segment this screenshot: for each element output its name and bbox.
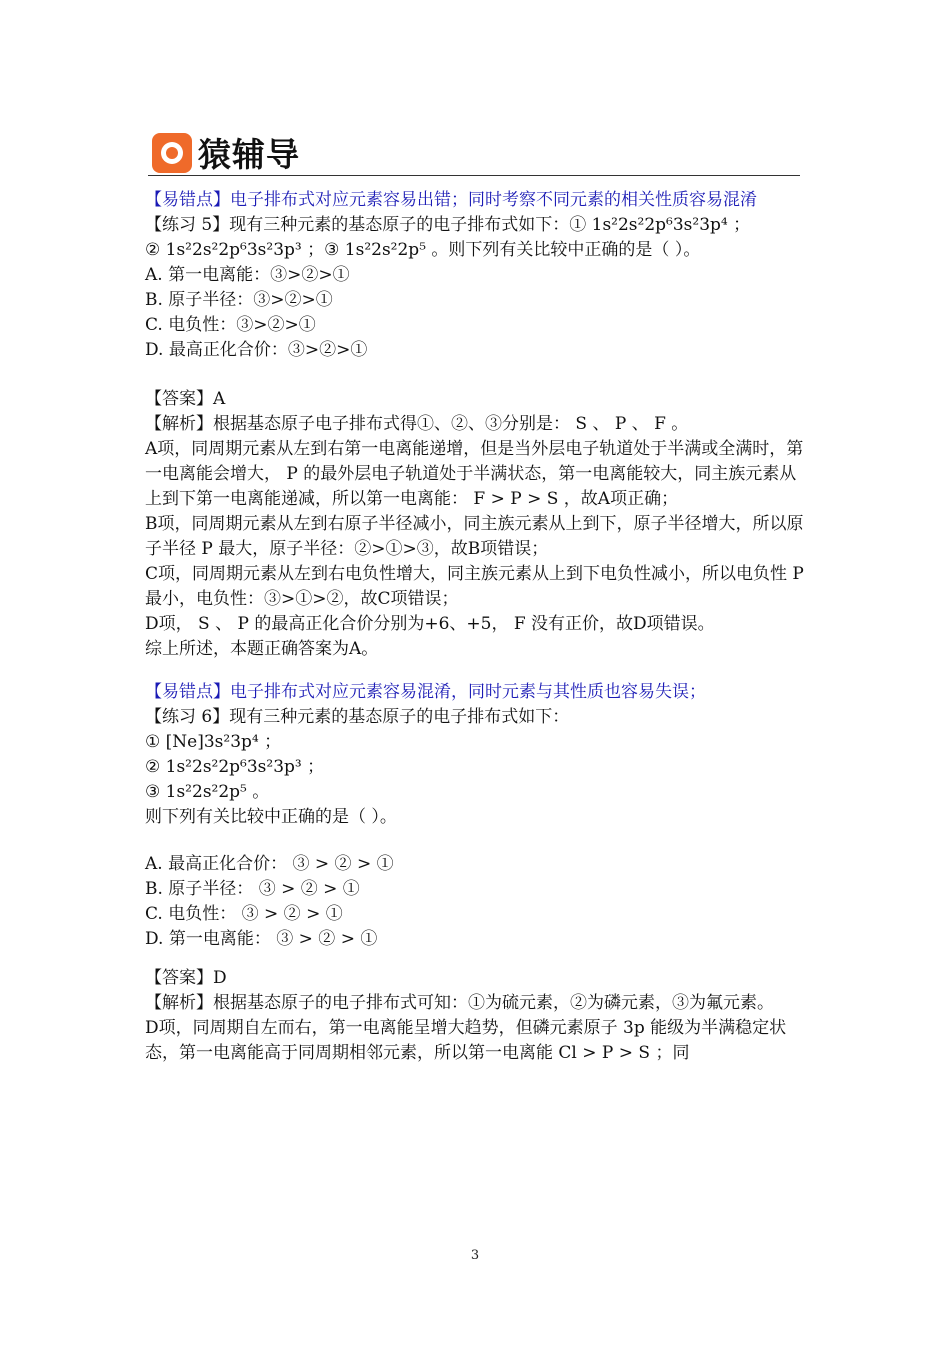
question-5-analysis-c: C项，同周期元素从左到右电负性增大，同主族元素从上到下电负性减小，所以电负性 P 最小，电负性：③>①>②，故C项错误；: [145, 564, 804, 609]
question-6-option-c: C. 电负性： ③ > ② > ①: [145, 904, 343, 924]
question-6-option-a: A. 最高正化合价： ③ > ② > ①: [145, 854, 394, 874]
question-5-analysis-b: B项，同周期元素从左到右原子半径减小，同主族元素从上到下，原子半径增大，所以原子半径 P 最大，原子半径：②>①>③，故B项错误；: [145, 514, 804, 559]
question-5-option-b: B. 原子半径：③>②>①: [145, 290, 333, 310]
question-5-analysis-d: D项， S 、 P 的最高正化合价分别为+6、+5， F 没有正价，故D项错误。: [145, 614, 715, 634]
question-6-intro: 【练习 6】现有三种元素的基态原子的电子排布式如下：: [145, 707, 570, 727]
header-divider: [148, 175, 800, 176]
error-tip-2: 【易错点】电子排布式对应元素容易混淆，同时元素与其性质也容易失误；: [145, 682, 706, 702]
error-tip-1: 【易错点】电子排布式对应元素容易出错；同时考察不同元素的相关性质容易混淆: [145, 190, 757, 210]
question-5-line-2: ② 1s²2s²2p⁶3s²3p³ ；③ 1s²2s²2p⁵ 。则下列有关比较中正确的是（ ）。: [145, 240, 701, 260]
question-6-analysis-d: D项，同周期自左而右，第一电离能呈增大趋势，但磷元素原子 3p 能级为半满稳定状态，第一电离能高于同周期相邻元素，所以第一电离能 Cl > P > S ；同: [145, 1018, 787, 1063]
question-6-ask: 则下列有关比较中正确的是（ ）。: [145, 807, 397, 827]
question-6-analysis-intro: 【解析】根据基态原子的电子排布式可知：①为硫元素，②为磷元素，③为氟元素。: [145, 993, 774, 1013]
question-6-config-3: ③ 1s²2s²2p⁵ 。: [145, 782, 270, 802]
question-6-option-d: D. 第一电离能： ③ > ② > ①: [145, 929, 378, 949]
question-5-analysis-a: A项，同周期元素从左到右第一电离能递增，但是当外层电子轨道处于半满或全满时，第一电离能会增大， P 的最外层电子轨道处于半满状态，第一电离能较大，同主族元素从上到下第一电离能递减，所以第一电离能： F > P > S ，故A项正确；: [145, 439, 804, 509]
brand-name: 猿辅导: [198, 135, 300, 174]
monkey-face-icon: [152, 133, 192, 173]
page-content: [145, 188, 810, 1066]
question-5-analysis-intro: 【解析】根据基态原子电子排布式得①、②、③分别是： S 、 P 、 F 。: [145, 414, 689, 434]
page-number: 3: [470, 1248, 480, 1263]
question-5-line-1: 【练习 5】现有三种元素的基态原子的电子排布式如下：① 1s²2s²2p⁶3s²3p⁴ ；: [145, 215, 751, 235]
question-5-conclusion: 综上所述，本题正确答案为A。: [145, 639, 379, 659]
question-6-answer: 【答案】D: [145, 968, 227, 988]
question-5-option-d: D. 最高正化合价：③>②>①: [145, 340, 368, 360]
question-6-option-b: B. 原子半径： ③ > ② > ①: [145, 879, 360, 899]
question-6-config-2: ② 1s²2s²2p⁶3s²3p³ ；: [145, 757, 325, 777]
question-5-answer: 【答案】A: [145, 389, 226, 409]
question-5-option-a: A. 第一电离能：③>②>①: [145, 265, 350, 285]
question-5-option-c: C. 电负性：③>②>①: [145, 315, 316, 335]
brand-logo: [152, 129, 300, 176]
question-6-config-1: ① [Ne]3s²3p⁴ ；: [145, 732, 282, 752]
